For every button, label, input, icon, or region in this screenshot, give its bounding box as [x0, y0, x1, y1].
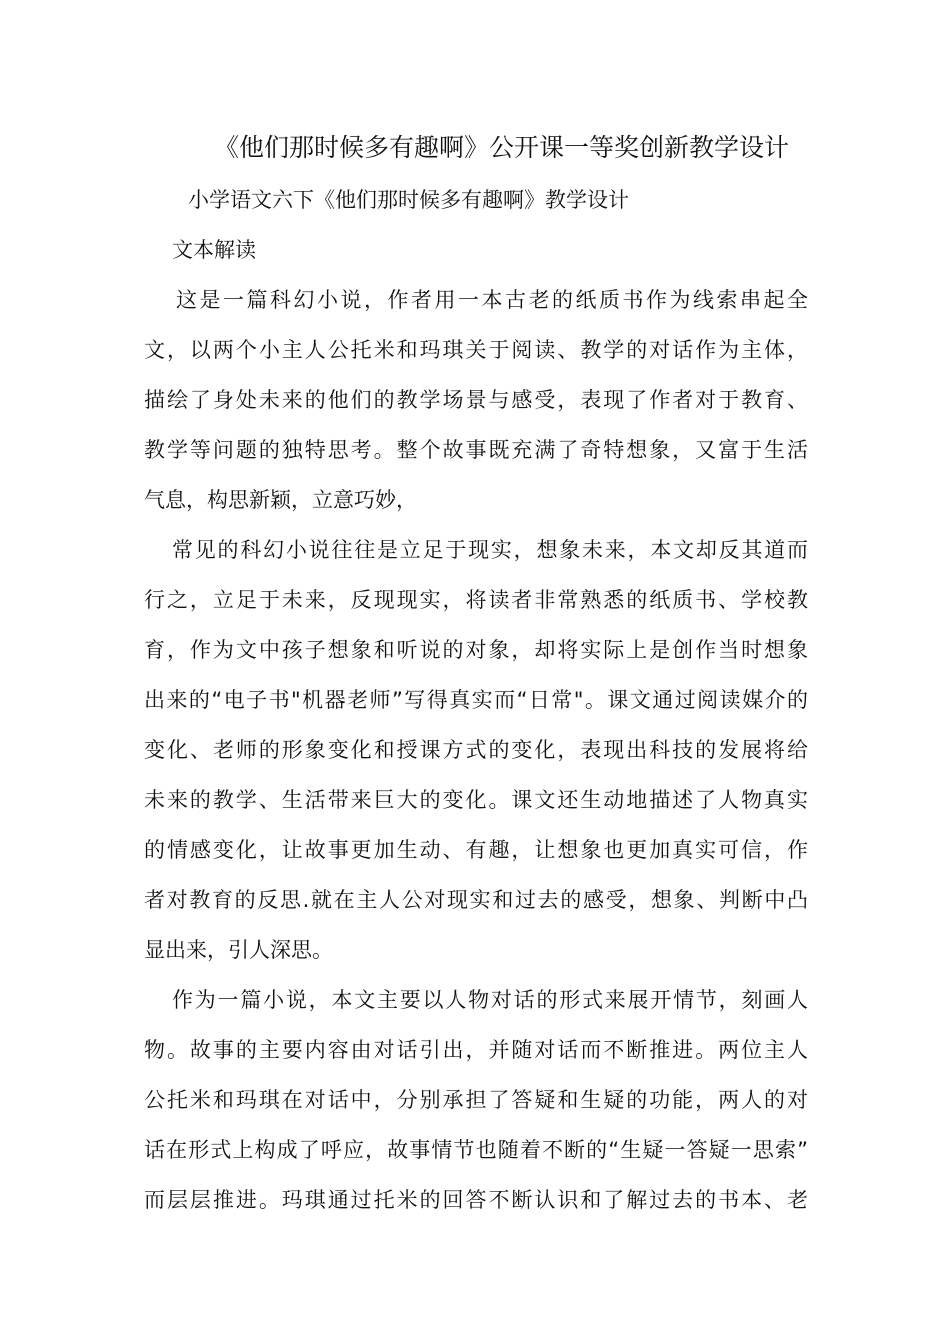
paragraph-line: 气息，构思新颖，立意巧妙，: [144, 488, 417, 512]
paragraph-line: 变化、老师的形象变化和授课方式的变化，表现出科技的发展将给: [144, 738, 808, 762]
paragraph-line: 出来的“电子书"机器老师”写得真实而“日常"。课文通过阅读媒介的: [144, 688, 808, 712]
paragraph-line: 话在形式上构成了呼应，故事情节也随着不断的“生疑一答疑一思索”: [144, 1138, 808, 1162]
paragraph-line: 物。故事的主要内容由对话引出，并随对话而不断推进。两位主人: [144, 1038, 808, 1062]
section-heading: 文本解读: [172, 238, 256, 262]
paragraph-line: 作为一篇小说，本文主要以人物对话的形式来展开情节，刻画人: [172, 988, 808, 1012]
paragraph-line: 常见的科幻小说往往是立足于现实，想象未来，本文却反其道而: [172, 538, 808, 562]
paragraph-line: 这是一篇科幻小说，作者用一本古老的纸质书作为线索串起全: [176, 288, 808, 312]
document-subtitle: 小学语文六下《他们那时候多有趣啊》教学设计: [188, 188, 629, 212]
paragraph-line: 而层层推进。玛琪通过托米的回答不断认识和了解过去的书本、老: [144, 1188, 808, 1212]
paragraph-line: 公托米和玛琪在对话中，分别承担了答疑和生疑的功能，两人的对: [144, 1088, 808, 1112]
document-title: 《他们那时候多有趣啊》公开课一等奖创新教学设计: [214, 133, 790, 162]
paragraph-line: 行之，立足于未来，反现现实，将读者非常熟悉的纸质书、学校教: [144, 588, 808, 612]
paragraph-line: 育，作为文中孩子想象和听说的对象，却将实际上是创作当时想象: [144, 638, 808, 662]
paragraph-line: 显出来，引人深思。: [144, 938, 333, 962]
paragraph-line: 未来的教学、生活带来巨大的变化。课文还生动地描述了人物真实: [144, 788, 808, 812]
paragraph-line: 的情感变化，让故事更加生动、有趣，让想象也更加真实可信，作: [144, 838, 808, 862]
paragraph-line: 文，以两个小主人公托米和玛琪关于阅读、教学的对话作为主体，: [144, 338, 808, 362]
paragraph-line: 者对教育的反思.就在主人公对现实和过去的感受，想象、判断中凸: [144, 888, 808, 912]
paragraph-line: 描绘了身处未来的他们的教学场景与感受，表现了作者对于教育、: [144, 388, 808, 412]
paragraph-line: 教学等问题的独特思考。整个故事既充满了奇特想象，又富于生活: [144, 438, 808, 462]
